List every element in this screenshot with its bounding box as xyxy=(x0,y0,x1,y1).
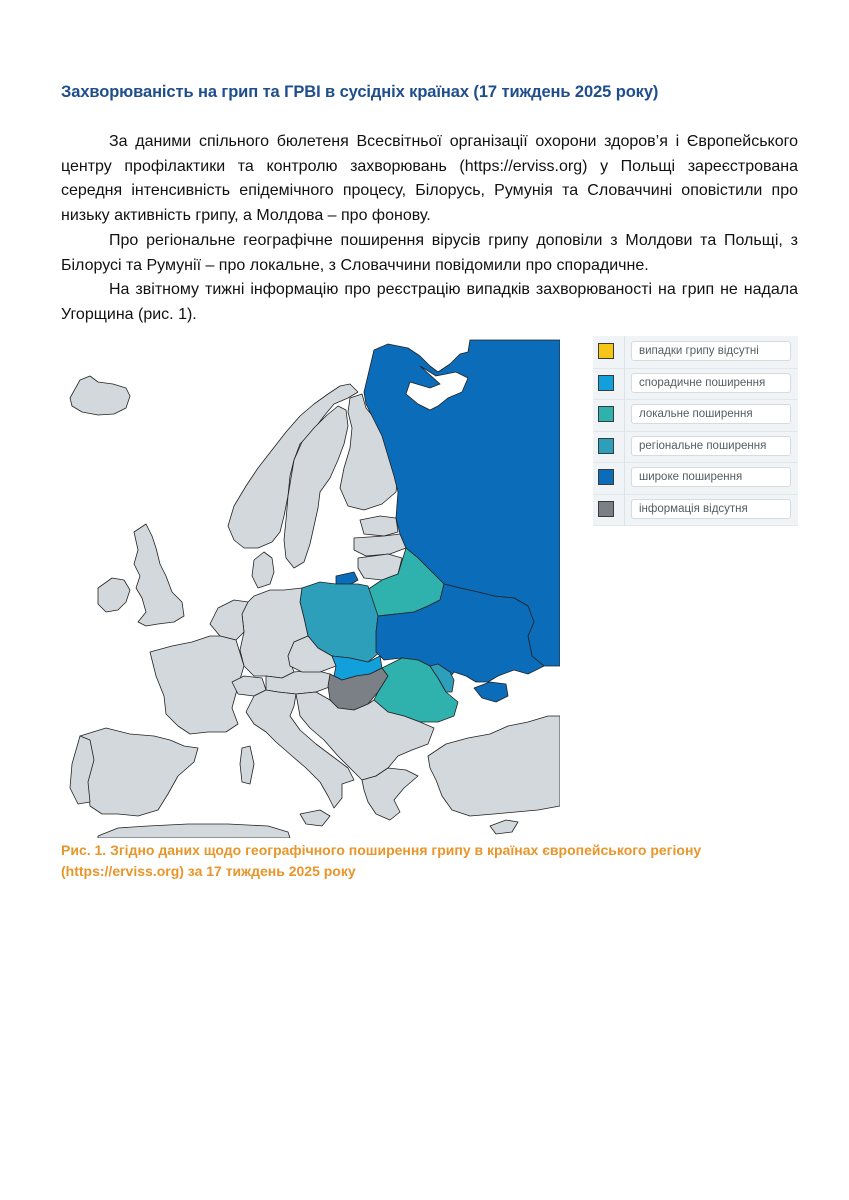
section-heading: Захворюваність на грип та ГРВІ в сусідніх країнах (17 тиждень 2025 року) xyxy=(61,83,659,101)
legend-item-no-cases xyxy=(593,336,798,369)
legend-item-regional xyxy=(593,431,798,464)
country-cyprus xyxy=(490,820,518,834)
map-legend xyxy=(593,336,798,526)
legend-divider xyxy=(624,399,625,431)
country-turkey xyxy=(428,716,560,816)
legend-swatch-teal xyxy=(598,406,614,422)
country-uk xyxy=(134,524,184,626)
legend-divider xyxy=(624,494,625,526)
paragraph-intensity: За даними спільного бюлетеня Всесвітньої організації охорони здоров’я і Європейського центру профілактики та контролю захворювань (https://erviss.org) у Польщі зареєстрована середня інтенсивність епідемічного процесу, Білорусь, Румунія та Словаччині оповістили про низьку активність грипу, а Молдова – про фонову. xyxy=(61,133,798,224)
country-sardinia xyxy=(240,746,254,784)
country-latvia xyxy=(354,534,406,556)
legend-label: широке поширення xyxy=(631,467,791,487)
legend-item-widespread xyxy=(593,462,798,495)
europe-flu-map xyxy=(58,336,560,838)
legend-swatch-gray xyxy=(598,501,614,517)
country-spain xyxy=(80,728,198,816)
figure-caption: Рис. 1. Згідно даних щодо географічного поширення грипу в країнах європейського регіону (https://erviss.org) за 17 тиждень 2025 року xyxy=(61,842,702,879)
country-iceland xyxy=(70,376,130,415)
legend-label: спорадичне поширення xyxy=(631,373,791,393)
legend-item-local xyxy=(593,399,798,432)
paragraph-geographic-spread: Про регіональне географічне поширення вірусів грипу доповіли з Молдови та Польщі, з Білорусі та Румунії – про локальне, з Словаччини повідомили про спорадичне. xyxy=(61,232,798,274)
country-denmark xyxy=(252,552,274,588)
legend-divider xyxy=(624,368,625,400)
legend-swatch-dark-blue xyxy=(598,469,614,485)
country-sicily xyxy=(300,810,330,826)
legend-item-no-information xyxy=(593,494,798,527)
country-estonia xyxy=(360,516,398,536)
country-france xyxy=(150,636,244,734)
country-benelux xyxy=(210,600,248,640)
legend-swatch-yellow xyxy=(598,343,614,359)
paragraph-no-data: На звітному тижні інформацію про реєстрацію випадків захворюваності на грип не надала Угорщина (рис. 1). xyxy=(61,281,798,323)
legend-divider xyxy=(624,462,625,494)
legend-item-sporadic xyxy=(593,368,798,401)
legend-divider xyxy=(624,431,625,463)
legend-label: інформація відсутня xyxy=(631,499,791,519)
legend-label: локальне поширення xyxy=(631,404,791,424)
country-ireland xyxy=(98,578,130,612)
legend-swatch-cyan xyxy=(598,438,614,454)
legend-divider xyxy=(624,336,625,368)
country-crimea xyxy=(474,682,508,702)
country-north-africa xyxy=(98,824,290,838)
legend-label: випадки грипу відсутні xyxy=(631,341,791,361)
legend-swatch-light-blue xyxy=(598,375,614,391)
legend-label: регіональне поширення xyxy=(631,436,791,456)
